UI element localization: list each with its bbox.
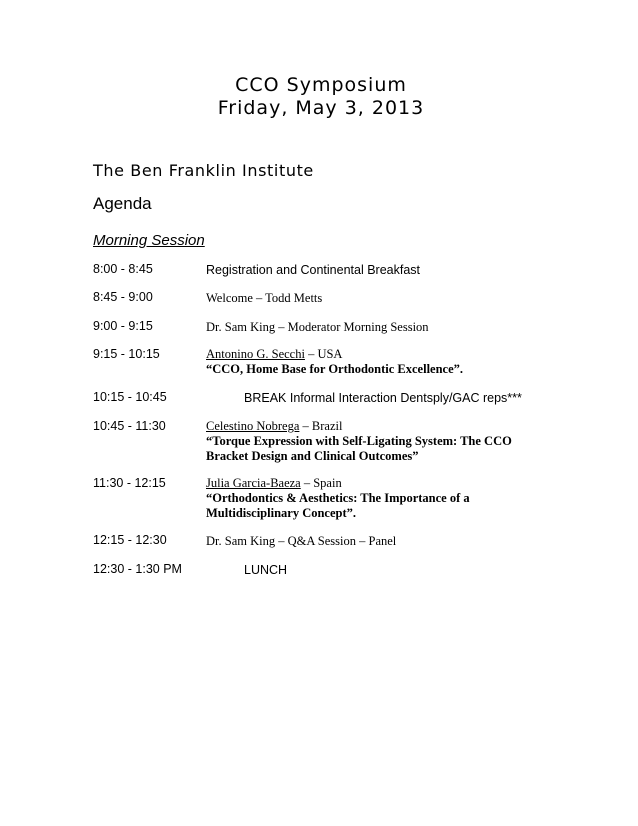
schedule-time: 8:45 - 9:00 (93, 290, 153, 304)
session-heading: Morning Session (93, 232, 205, 249)
schedule-text: LUNCH (244, 563, 288, 577)
schedule-text: Welcome – Todd Metts (206, 291, 323, 305)
schedule-description (206, 476, 536, 521)
schedule-description (206, 390, 536, 406)
symposium-date: Friday, May 3, 2013 (217, 97, 425, 119)
speaker-name: Antonino G. Secchi (206, 347, 305, 361)
schedule-description (206, 319, 536, 335)
symposium-title: CCO Symposium (235, 74, 407, 96)
talk-title: “CCO, Home Base for Orthodontic Excellence”. (206, 362, 464, 376)
schedule-text: Dr. Sam King – Q&A Session – Panel (206, 534, 397, 548)
speaker-name: Celestino Nobrega (206, 419, 300, 433)
schedule-description (206, 290, 536, 306)
speaker-origin: – Brazil (299, 419, 343, 433)
schedule-description (206, 347, 536, 377)
speaker-line (206, 347, 536, 362)
talk-title: “Torque Expression with Self-Ligating System: The CCO Bracket Design and Clinical Outcomes” (206, 434, 512, 463)
schedule-text: Dr. Sam King – Moderator Morning Session (206, 320, 429, 334)
schedule-description (206, 262, 536, 278)
speaker-origin: – Spain (300, 476, 342, 490)
schedule-description (206, 419, 536, 464)
speaker-line (206, 476, 536, 491)
schedule-time: 12:15 - 12:30 (93, 533, 167, 547)
schedule-time: 9:00 - 9:15 (93, 319, 153, 333)
schedule-text: BREAK Informal Interaction Dentsply/GAC reps*** (244, 391, 522, 405)
talk-title: “Orthodontics & Aesthetics: The Importance of a Multidisciplinary Concept”. (206, 491, 470, 520)
schedule-time: 10:15 - 10:45 (93, 390, 167, 404)
speaker-name: Julia Garcia-Baeza (206, 476, 301, 490)
document-header (0, 74, 638, 120)
schedule-description (206, 562, 536, 578)
schedule-time: 9:15 - 10:15 (93, 347, 160, 361)
agenda-heading: Agenda (93, 194, 152, 213)
schedule-time: 12:30 - 1:30 PM (93, 562, 182, 576)
schedule-time: 10:45 - 11:30 (93, 419, 166, 433)
speaker-origin: – USA (304, 347, 343, 361)
venue-heading: The Ben Franklin Institute (93, 161, 314, 180)
schedule-time: 11:30 - 12:15 (93, 476, 166, 490)
schedule-description (206, 533, 536, 549)
schedule-time: 8:00 - 8:45 (93, 262, 153, 276)
schedule-text: Registration and Continental Breakfast (206, 263, 421, 277)
speaker-line (206, 419, 536, 434)
